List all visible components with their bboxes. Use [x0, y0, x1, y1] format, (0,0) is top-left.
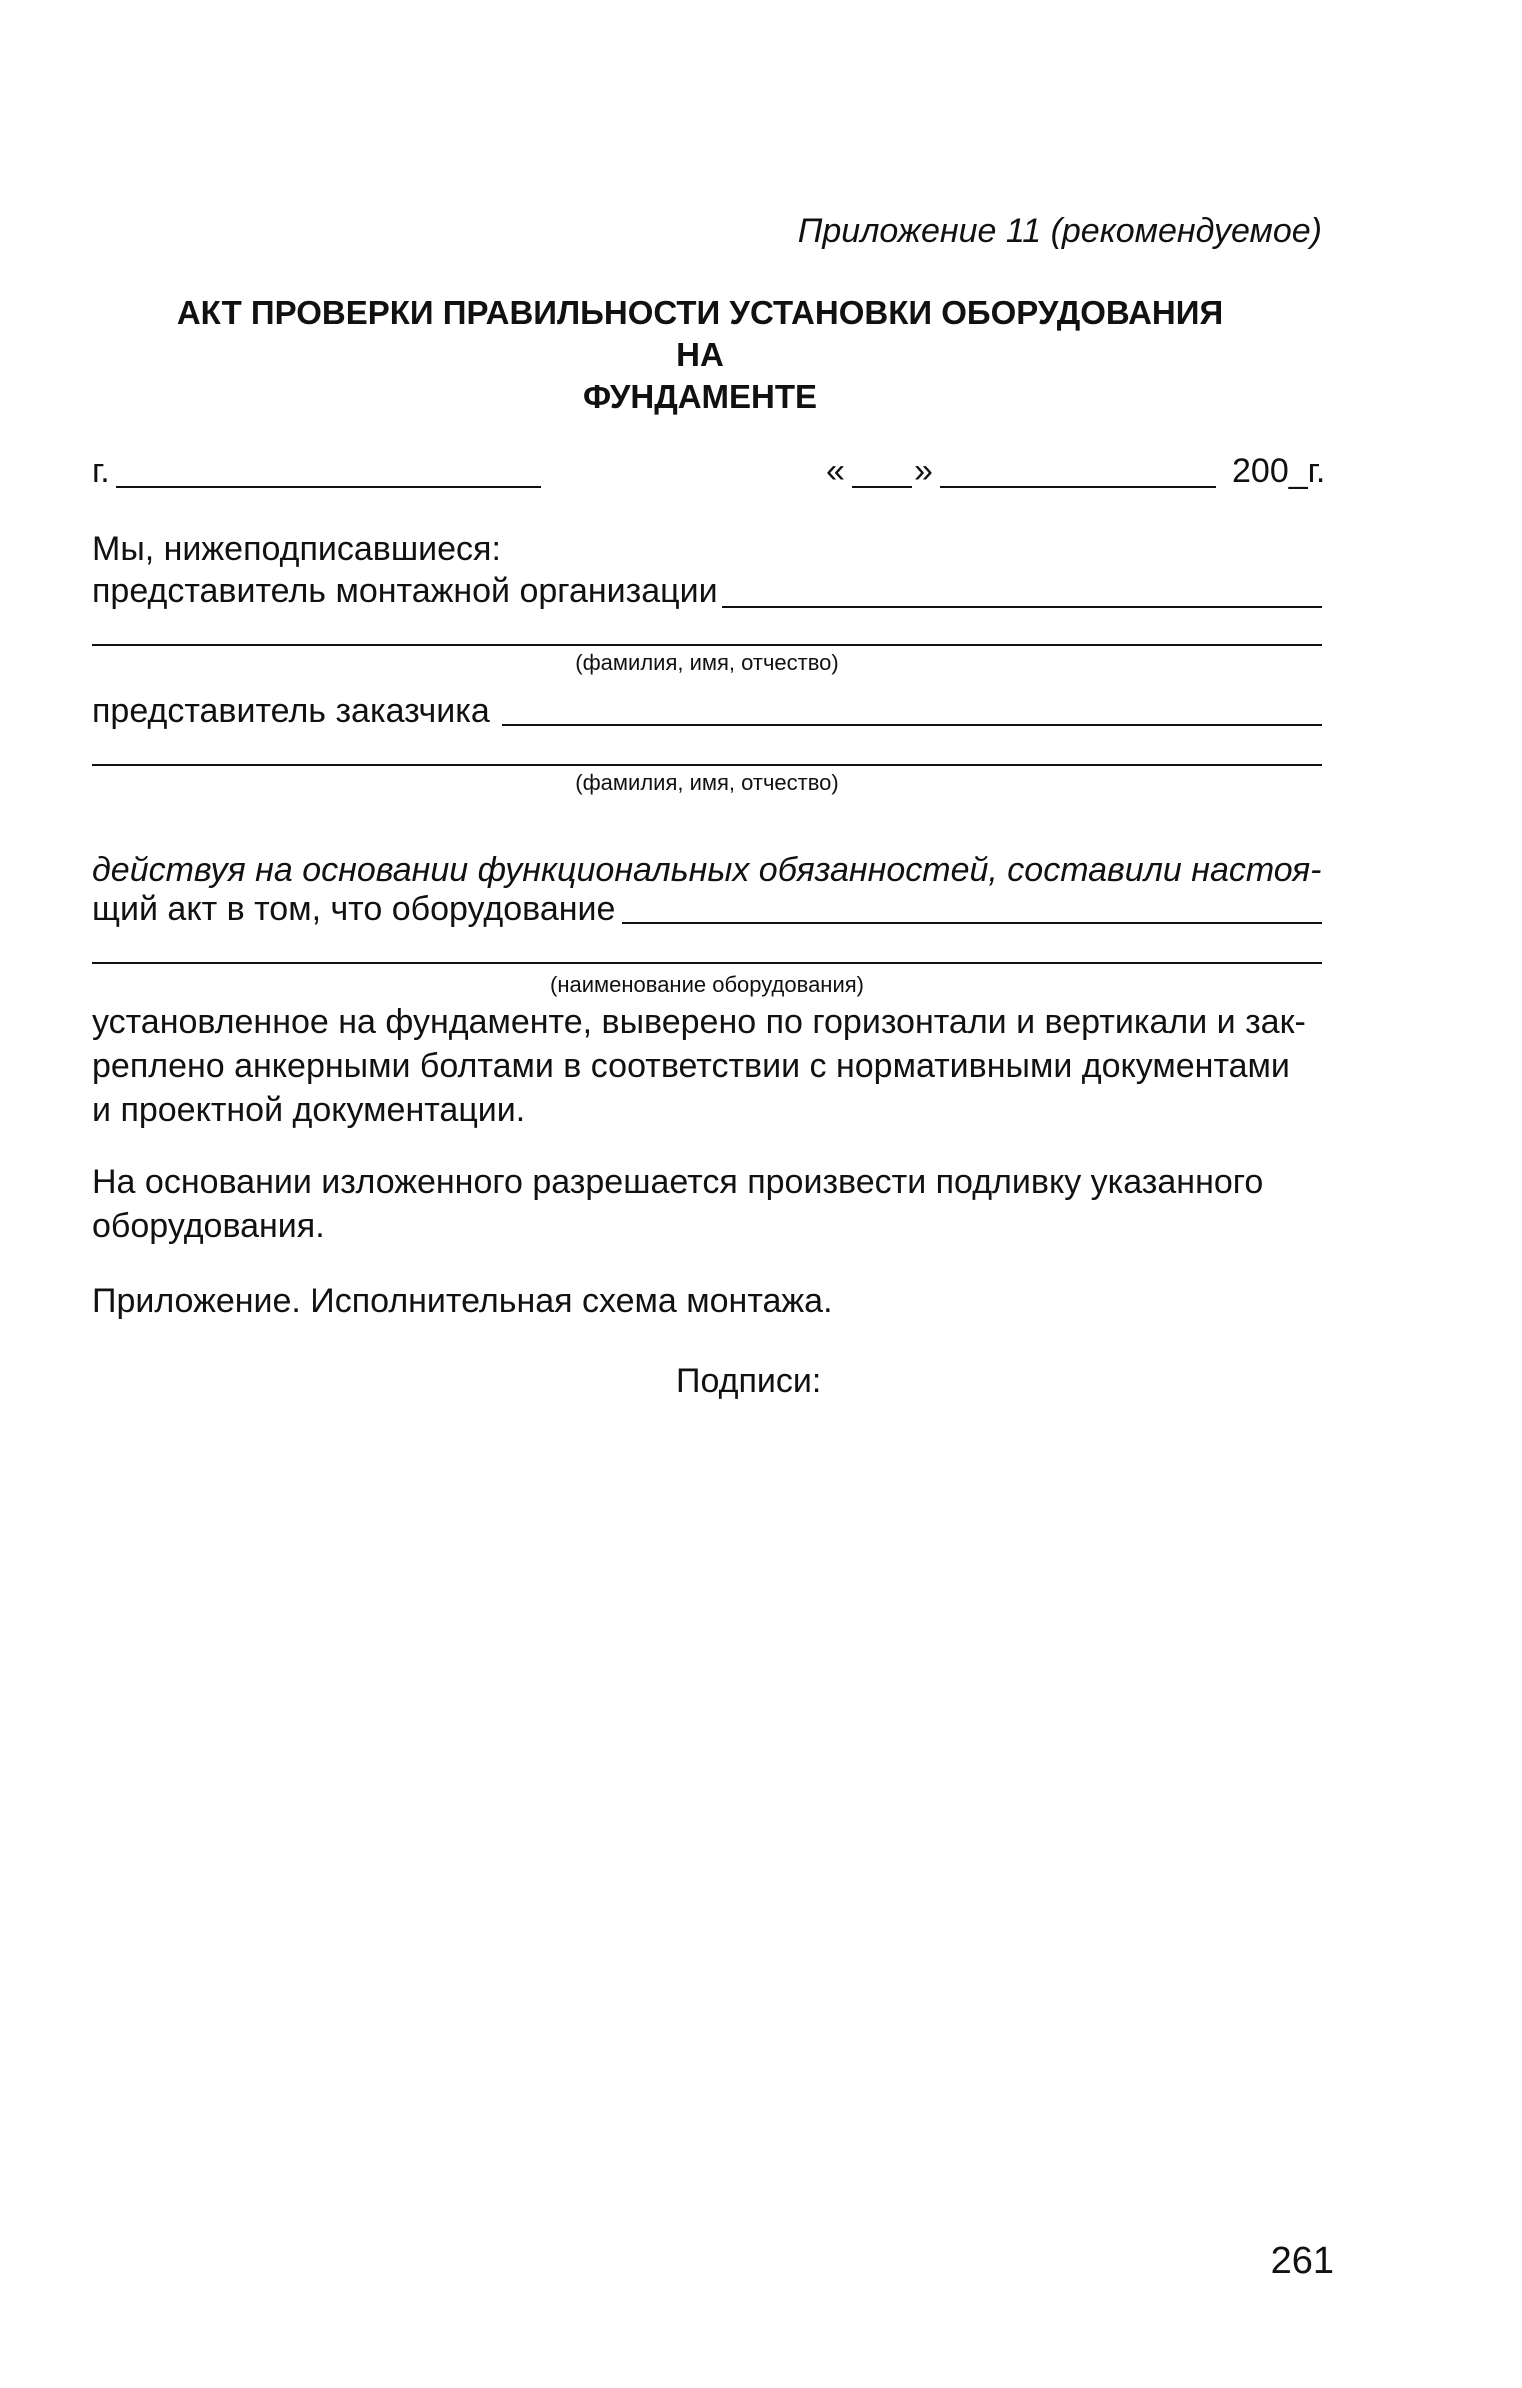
signatures-label: Подписи: [676, 1362, 822, 1400]
installer-label: представитель монтажной организации [92, 572, 718, 610]
page-number: 261 [1270, 2240, 1334, 2282]
date-quote-open: « [826, 452, 845, 490]
customer-label: представитель заказчика [92, 692, 490, 730]
city-prefix: г. [92, 452, 110, 490]
installed-line-3: и проектной документации. [92, 1091, 526, 1129]
installed-line-2: реплено анкерными болтами в соответствии с нормативными документами [92, 1047, 1290, 1085]
document-title-line-2: ФУНДАМЕНТЕ [582, 378, 818, 415]
day-blank [852, 486, 912, 488]
equipment-blank [622, 922, 1322, 924]
document-title [150, 292, 1250, 418]
customer-name-line [92, 764, 1322, 766]
permission-line-1: На основании изложенного разрешается произвести подливку указанного [92, 1163, 1264, 1201]
attachment-note: Приложение. Исполнительная схема монтажа. [92, 1282, 833, 1320]
acting-line-2: щий акт в том, что оборудование [92, 890, 616, 928]
month-blank [940, 486, 1216, 488]
equipment-name-line [92, 962, 1322, 964]
year-field: 200_г. [1232, 452, 1326, 490]
appendix-label: Приложение 11 (рекомендуемое) [797, 212, 1322, 250]
customer-blank [502, 724, 1322, 726]
permission-line-2: оборудования. [92, 1207, 325, 1245]
parties-intro: Мы, нижеподписавшиеся: [92, 530, 501, 568]
installer-name-line [92, 644, 1322, 646]
installer-blank [722, 606, 1322, 608]
customer-name-caption: (фамилия, имя, отчество) [575, 770, 839, 795]
equipment-caption: (наименование оборудования) [550, 972, 864, 997]
permission-paragraph [92, 1160, 1322, 1248]
installed-line-1: установленное на фундаменте, выверено по горизонтали и вертикали и зак- [92, 1003, 1306, 1041]
installed-paragraph [92, 1000, 1322, 1132]
document-title-line-1: АКТ ПРОВЕРКИ ПРАВИЛЬНОСТИ УСТАНОВКИ ОБОРУДОВАНИЯ НА [176, 294, 1224, 373]
city-blank [116, 486, 541, 488]
installer-name-caption: (фамилия, имя, отчество) [575, 650, 839, 675]
date-quote-close: » [914, 452, 933, 490]
acting-line-1 [92, 848, 1322, 892]
acting-line-1-text: действуя на основании функциональных обязанностей, составили настоя- [92, 851, 1322, 889]
acting-paragraph [92, 848, 1322, 892]
